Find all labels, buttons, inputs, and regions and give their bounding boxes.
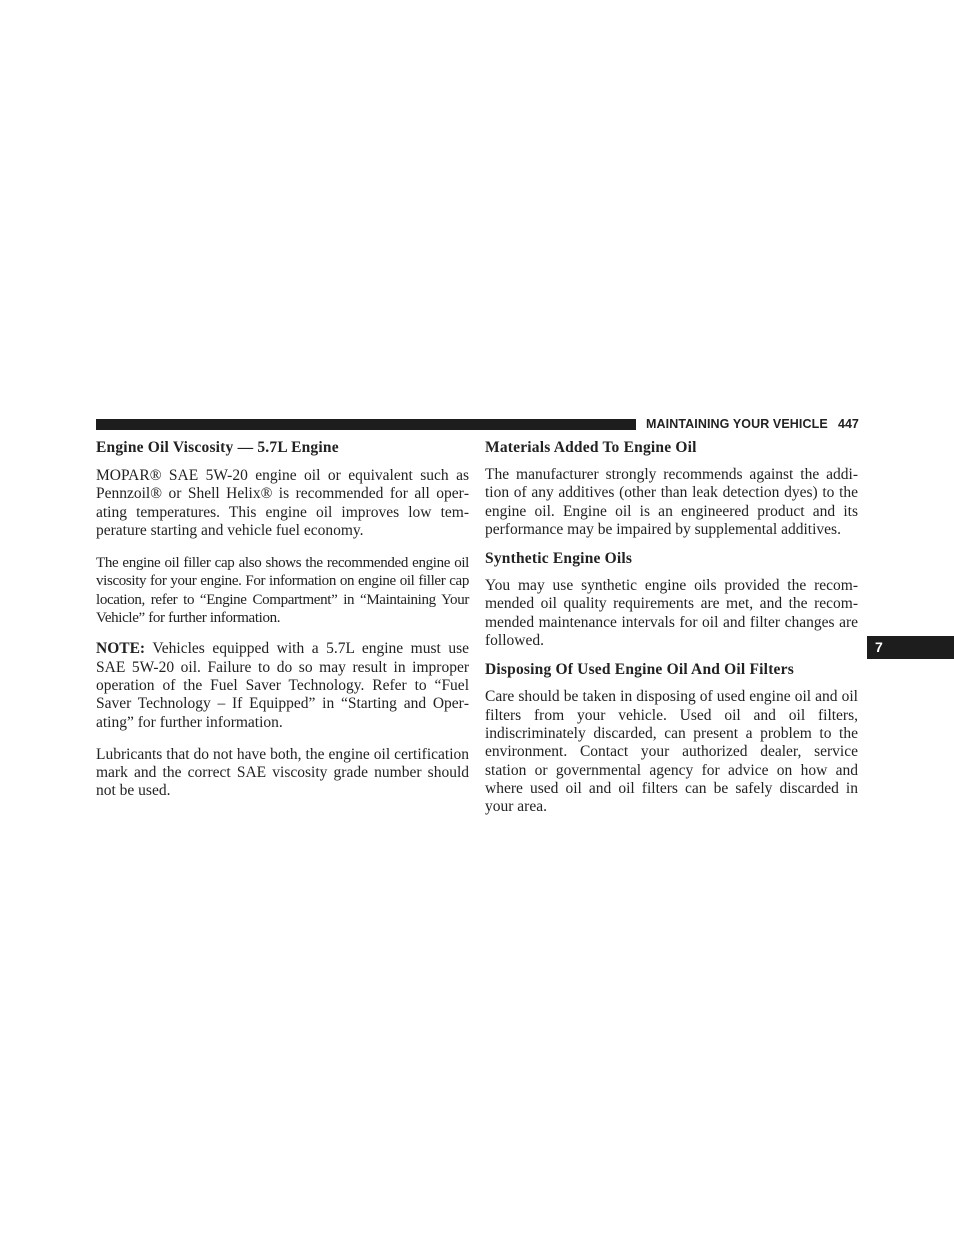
chapter-tab (867, 636, 954, 659)
right-column (485, 438, 858, 826)
paragraph-filler-cap: The engine oil filler cap also shows the recommended engine oil viscosity for your engine. For information on engine oil filler cap location, refer to “Engine Compartment” in “Maintaining Your Vehicle” for further information. (96, 555, 469, 627)
page-number: 447 (838, 417, 859, 431)
paragraph-mopar-oil: MOPAR® SAE 5W-20 engine oil or equivalent such as Pennzoil® or Shell Helix® is recommended for all operating temperatures. This engine oil improves low temperature starting and vehicle fuel economy. (96, 467, 469, 539)
paragraph-lubricants: Lubricants that do not have both, the engine oil certification mark and the correct SAE viscosity grade number should not be used. (96, 745, 469, 800)
heading-materials-added: Materials Added To Engine Oil (485, 439, 697, 456)
chapter-number: 7 (875, 639, 883, 655)
left-column (96, 438, 469, 815)
note-label: NOTE: (96, 640, 146, 658)
paragraph-synthetic: You may use synthetic engine oils provided the recommended oil quality requirements are met, and the recommended maintenance intervals for oil and filter changes are followed. (485, 577, 858, 650)
paragraph-disposal: Care should be taken in disposing of used engine oil and oil filters from your vehicle. Used oil and oil filters, indiscriminately discarded, can present a problem to the environment. Contact your authorized dealer, service station or governmental agency for advice on how and where used oil and oil filters can be safely discarded in your area. (485, 688, 858, 816)
note-text: Vehicles equipped with a 5.7L engine must use SAE 5W-20 oil. Failure to do so may result in improper operation of the Fuel Saver Technology. Refer to “Fuel Saver Technology – If Equipped” in “Starting and Operating” for further information. (96, 640, 469, 731)
section-title: MAINTAINING YOUR VEHICLE (646, 417, 828, 431)
paragraph-note (96, 640, 469, 731)
heading-synthetic-oils: Synthetic Engine Oils (485, 550, 633, 568)
heading-disposing-oil: Disposing Of Used Engine Oil And Oil Filters (485, 661, 794, 679)
heading-oil-viscosity: Engine Oil Viscosity — 5.7L Engine (96, 439, 339, 456)
paragraph-additives: The manufacturer strongly recommends against the addition of any additives (other than leak detection dyes) to the engine oil. Engine oil is an engineered product and its performance may be impaired by supplemental additives. (485, 466, 858, 538)
header-rule (96, 419, 636, 430)
